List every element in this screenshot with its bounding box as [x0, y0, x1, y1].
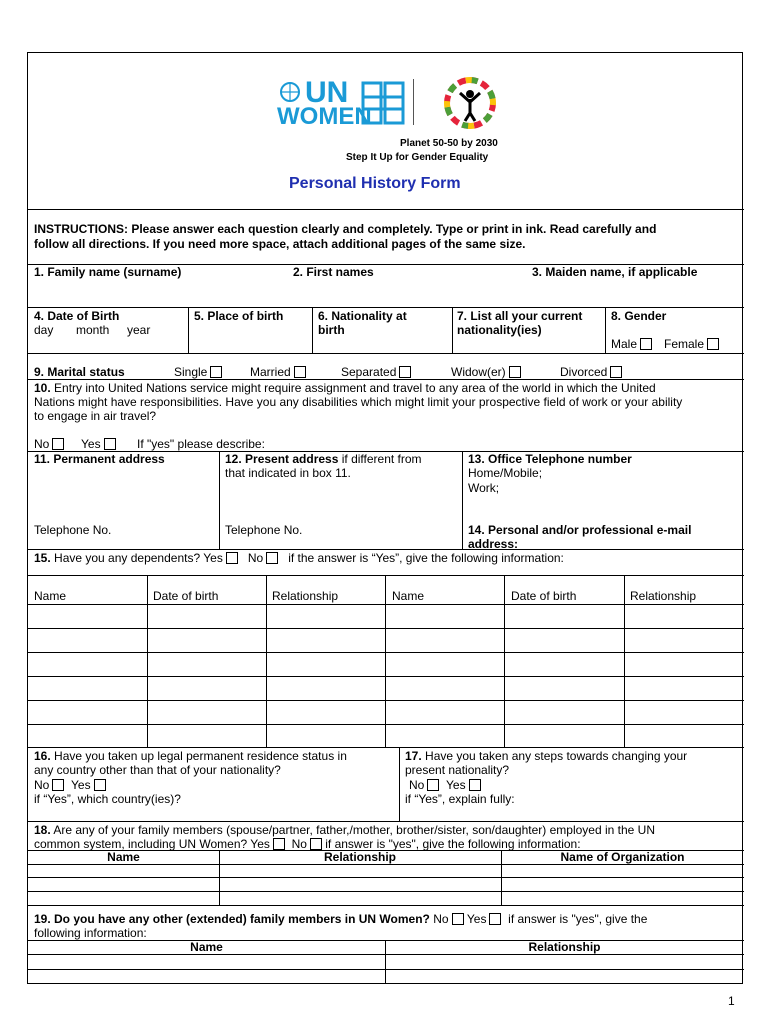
marital-separated: [341, 365, 411, 379]
q16-number: 16.: [34, 749, 51, 763]
label-family-name: 1. Family name (surname): [34, 265, 182, 279]
label-place-of-birth: 5. Place of birth: [194, 309, 284, 323]
cell-border: [452, 307, 453, 353]
cell-border: [385, 575, 386, 747]
marital-married-label: Married: [250, 365, 291, 379]
dob-day: day: [34, 323, 54, 337]
label-email: 14. Personal and/or professional e-mail: [468, 523, 692, 537]
table-row: [28, 891, 744, 892]
divider: [28, 905, 744, 906]
table-row: [28, 877, 744, 878]
instructions-line1: INSTRUCTIONS: Please answer each question clearly and completely. Type or print in ink. Read carefully and: [34, 222, 657, 236]
un-emblem-icon: [277, 81, 303, 103]
q17-no-checkbox[interactable]: [427, 779, 439, 791]
page-number: 1: [728, 994, 735, 1008]
dep-header-dob-2: Date of birth: [511, 589, 577, 603]
cell-border: [147, 575, 148, 747]
q19-no-label: No: [433, 912, 449, 926]
label-first-names: 2. First names: [293, 265, 374, 279]
tagline-2: Step It Up for Gender Equality: [346, 152, 489, 163]
q10-number: 10.: [34, 381, 51, 395]
cell-border: [504, 575, 505, 747]
q18-header-organization: Name of Organization: [560, 850, 685, 864]
divider: [28, 307, 744, 308]
women-symbol-icon: [361, 81, 407, 125]
q15-rest: if the answer is “Yes”, give the following information:: [288, 551, 564, 565]
page-title: Personal History Form: [289, 175, 461, 192]
label-permanent-address: 11. Permanent address: [34, 452, 165, 466]
permanent-telephone: Telephone No.: [34, 523, 112, 537]
label-email-2: address:: [468, 537, 519, 551]
q18-yes-checkbox[interactable]: [273, 838, 285, 850]
q15-yes-checkbox[interactable]: [226, 552, 238, 564]
label-nationality-birth: 6. Nationality at: [318, 309, 407, 323]
married-checkbox[interactable]: [294, 366, 306, 378]
q16-yes-label: Yes: [71, 778, 91, 792]
marital-married: [250, 365, 306, 379]
q18-line2: [34, 837, 581, 851]
q15-line: [34, 551, 564, 565]
gender-female: [664, 337, 719, 351]
label-office-telephone: 13. Office Telephone number: [468, 452, 632, 466]
logo-text-un: UN: [305, 76, 349, 109]
q19-yes-label: Yes: [466, 912, 487, 926]
q19-header-name: Name: [190, 940, 223, 954]
q16-text-1: Have you taken up legal permanent residence status in: [50, 749, 347, 763]
male-checkbox[interactable]: [640, 338, 652, 350]
q10-yes-checkbox[interactable]: [104, 438, 116, 450]
divider: [28, 747, 744, 748]
table-row: [28, 969, 744, 970]
marital-widow: [451, 365, 521, 379]
table-row: [28, 700, 744, 701]
dob-month: month: [76, 323, 110, 337]
label-current-nationality-2: nationality(ies): [457, 323, 542, 337]
q16-yes-checkbox[interactable]: [94, 779, 106, 791]
q15-no-checkbox[interactable]: [266, 552, 278, 564]
q18-no-checkbox[interactable]: [310, 838, 322, 850]
q17-number: 17.: [405, 749, 422, 763]
table-row: [28, 604, 744, 605]
marital-single: [174, 365, 222, 379]
table-row: [28, 652, 744, 653]
table-row: [28, 954, 744, 955]
dep-header-name: Name: [34, 589, 67, 603]
q19-line2: following information:: [34, 926, 147, 940]
table-row: [28, 628, 744, 629]
un-women-logo: [277, 76, 437, 130]
cell-border: [605, 307, 606, 353]
logo-divider: [413, 79, 414, 125]
q17-yes-label: Yes: [446, 778, 466, 792]
q16-line2: any country other than that of your nationality?: [34, 763, 281, 777]
q19-yes-checkbox[interactable]: [489, 913, 501, 925]
q15-text: Have you any dependents? Yes: [50, 551, 223, 565]
q18-number: 18.: [34, 823, 51, 837]
table-row: [28, 724, 744, 725]
q18-text-2a: common system, including UN Women? Yes: [34, 837, 270, 851]
q16-no-checkbox[interactable]: [52, 779, 64, 791]
q18-text-1: Are any of your family members (spouse/partner, father,/mother, brother/sister, son/daughter) employed in the UN: [50, 823, 655, 837]
female-checkbox[interactable]: [707, 338, 719, 350]
marital-divorced-label: Divorced: [560, 365, 608, 379]
q10-no: [34, 437, 64, 451]
q16-line1: [34, 749, 347, 763]
logo-text-women: WOMEN: [277, 103, 372, 130]
label-maiden-name: 3. Maiden name, if applicable: [532, 265, 698, 279]
gender-female-label: Female: [664, 337, 705, 351]
table-row: [28, 676, 744, 677]
q16-no-label: No: [34, 778, 50, 792]
q10-no-checkbox[interactable]: [52, 438, 64, 450]
label-dob: 4. Date of Birth: [34, 309, 120, 323]
q17-no-label: No: [409, 778, 425, 792]
cell-border: [266, 575, 267, 747]
gender-male: [611, 337, 652, 351]
present-address-line2: that indicated in box 11.: [225, 466, 351, 480]
cell-border: [624, 575, 625, 747]
q17-no-yes: [409, 778, 481, 792]
divider: [28, 821, 744, 822]
table-row: [28, 864, 744, 865]
sdg-figure-icon: [444, 77, 496, 129]
q19-line1: [34, 912, 647, 926]
q17-yes-checkbox[interactable]: [469, 779, 481, 791]
cell-border: [219, 451, 220, 549]
widow-checkbox[interactable]: [509, 366, 521, 378]
q17-text-1: Have you taken any steps towards changing your: [421, 749, 688, 763]
marital-single-label: Single: [174, 365, 208, 379]
cell-border: [188, 307, 189, 353]
q10-line2: Nations might have responsibilities. Have you any disabilities which might limit your prospective field of work or your ability: [34, 395, 683, 409]
dep-header-dob: Date of birth: [153, 589, 219, 603]
label-marital-status: 9. Marital status: [34, 365, 125, 379]
q10-text-1: Entry into United Nations service might require assignment and travel to any area of the world in which the United: [50, 381, 656, 395]
divider: [28, 549, 744, 550]
q18-table: [28, 850, 744, 905]
divider: [28, 379, 744, 380]
q16-line4: if “Yes”, which country(ies)?: [34, 792, 181, 806]
q18-header-relationship: Relationship: [323, 850, 396, 864]
marital-divorced: [560, 365, 622, 379]
q17-line1: [405, 749, 687, 763]
divider: [28, 209, 744, 210]
divorced-checkbox[interactable]: [610, 366, 622, 378]
tagline-1: Planet 50-50 by 2030: [400, 138, 498, 149]
q18-header-name: Name: [107, 850, 140, 864]
label-nationality-birth-2: birth: [318, 323, 345, 337]
q10-line3: to engage in air travel?: [34, 409, 157, 423]
q19-bold: 19. Do you have any other (extended) family members in UN Women?: [34, 912, 430, 926]
q18-text-2c: if answer is "yes", give the following information:: [325, 837, 581, 851]
q15-no-label: No: [247, 551, 264, 565]
office-home-mobile: Home/Mobile;: [468, 466, 543, 480]
q10-yes-label: Yes: [81, 437, 101, 451]
present-telephone: Telephone No.: [225, 523, 303, 537]
q16-no-yes: [34, 778, 106, 792]
q19-rest: if answer is "yes", give the: [508, 912, 648, 926]
q10-yes: [81, 437, 116, 451]
label-present-address: [225, 452, 422, 466]
cell-border: [399, 747, 400, 821]
q17-line4: if “Yes”, explain fully:: [405, 792, 515, 806]
present-address-rest: if different from: [338, 452, 422, 466]
q19-table: [28, 940, 744, 984]
office-work: Work;: [468, 481, 500, 495]
dep-header-name-2: Name: [392, 589, 425, 603]
q10-no-label: No: [34, 437, 50, 451]
label-current-nationality: 7. List all your current: [457, 309, 583, 323]
marital-widow-label: Widow(er): [451, 365, 506, 379]
marital-separated-label: Separated: [341, 365, 397, 379]
cell-border: [462, 451, 463, 549]
q10-line1: [34, 381, 656, 395]
dependents-table: [28, 575, 744, 747]
q15-number: 15.: [34, 551, 51, 565]
instructions-line2: follow all directions. If you need more space, attach additional pages of the same size.: [34, 237, 526, 251]
single-checkbox[interactable]: [210, 366, 222, 378]
present-address-bold: 12. Present address: [225, 452, 339, 466]
q17-line2: present nationality?: [405, 763, 510, 777]
q18-line1: [34, 823, 655, 837]
q19-no-checkbox[interactable]: [452, 913, 464, 925]
gender-male-label: Male: [611, 337, 638, 351]
divider: [28, 353, 744, 354]
q18-text-2b: No: [291, 837, 307, 851]
q19-header-relationship: Relationship: [528, 940, 601, 954]
cell-border: [312, 307, 313, 353]
dep-header-relationship: Relationship: [272, 589, 339, 603]
q10-describe: If "yes" please describe:: [137, 437, 265, 451]
form-frame: [27, 52, 743, 984]
dob-year: year: [127, 323, 151, 337]
dep-header-relationship-2: Relationship: [630, 589, 697, 603]
label-gender: 8. Gender: [611, 309, 667, 323]
separated-checkbox[interactable]: [399, 366, 411, 378]
